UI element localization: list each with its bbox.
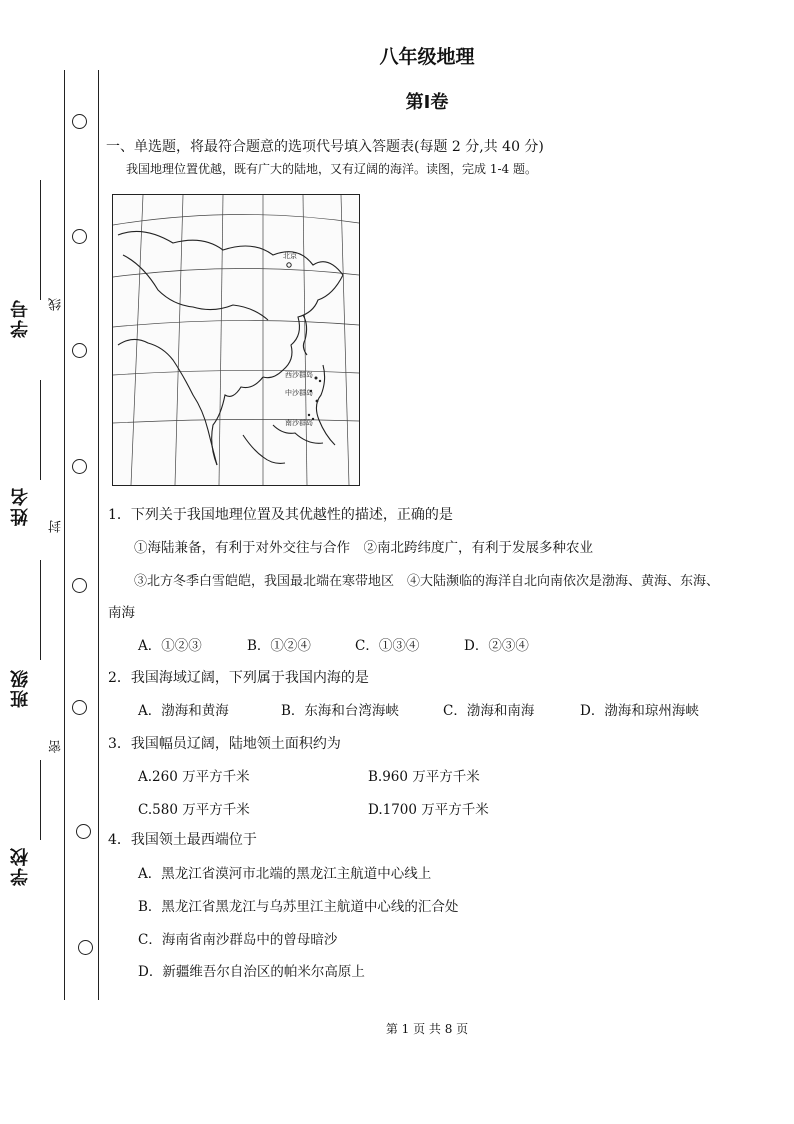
- binding-hole: [72, 229, 87, 244]
- binding-hole: [72, 578, 87, 593]
- question-3-option-a[interactable]: A.260 万平方千米: [138, 769, 250, 785]
- field-underline-student-id: [40, 180, 41, 300]
- question-4-stem: 4．我国领土最西端位于: [108, 832, 257, 848]
- field-label-name: 姓名: [10, 486, 31, 526]
- volume-title: 第Ⅰ卷: [405, 92, 449, 113]
- field-label-school: 学校: [10, 846, 31, 886]
- map-label-beijing: 北京: [283, 252, 297, 260]
- question-1-option-b[interactable]: B．①②④: [247, 638, 311, 654]
- binding-hole: [72, 343, 87, 358]
- field-label-class: 班级: [10, 668, 31, 708]
- question-1-option-d[interactable]: D．②③④: [464, 638, 529, 654]
- exam-title: 八年级地理: [379, 46, 475, 68]
- question-4-option-c[interactable]: C．海南省南沙群岛中的曾母暗沙: [138, 932, 338, 948]
- field-underline-school: [40, 760, 41, 840]
- section-heading: 一、单选题，将最符合题意的选项代号填入答题表(每题 2 分,共 40 分): [106, 139, 544, 155]
- cut-word-secret: 密: [49, 740, 64, 753]
- cut-word-line: 线: [49, 298, 64, 311]
- question-2-stem: 2．我国海域辽阔，下列属于我国内海的是: [108, 670, 369, 686]
- question-1-option-c[interactable]: C．①③④: [355, 638, 420, 654]
- binding-hole: [72, 700, 87, 715]
- binding-hole: [72, 459, 87, 474]
- question-2-option-a[interactable]: A．渤海和黄海: [138, 703, 229, 719]
- question-1-statement: ①海陆兼备，有利于对外交往与合作 ②南北跨纬度广，有利于发展多种农业: [134, 540, 593, 556]
- question-1-option-a[interactable]: A．①②③: [138, 638, 202, 654]
- cut-word-seal: 封: [49, 520, 64, 533]
- map-graphic: [113, 195, 359, 485]
- field-underline-name: [40, 380, 41, 480]
- binding-hole: [76, 824, 91, 839]
- question-4-option-a[interactable]: A．黑龙江省漠河市北端的黑龙江主航道中心线上: [138, 866, 432, 882]
- question-3-option-d[interactable]: D.1700 万平方千米: [368, 802, 489, 818]
- question-1-statement: 南海: [108, 605, 135, 621]
- question-4-option-b[interactable]: B．黑龙江省黑龙江与乌苏里江主航道中心线的汇合处: [138, 899, 459, 915]
- question-2-option-c[interactable]: C．渤海和南海: [443, 703, 535, 719]
- field-underline-class: [40, 560, 41, 660]
- question-3-option-b[interactable]: B.960 万平方千米: [368, 769, 480, 785]
- section-intro: 我国地理位置优越，既有广大的陆地，又有辽阔的海洋。读图，完成 1-4 题。: [126, 162, 537, 176]
- question-3-stem: 3．我国幅员辽阔，陆地领土面积约为: [108, 736, 341, 752]
- field-label-student-id: 学号: [10, 298, 31, 338]
- question-3-option-c[interactable]: C.580 万平方千米: [138, 802, 250, 818]
- binding-hole: [72, 114, 87, 129]
- question-4-option-d[interactable]: D．新疆维吾尔自治区的帕米尔高原上: [138, 964, 365, 980]
- question-2-option-b[interactable]: B．东海和台湾海峡: [281, 703, 399, 719]
- map-label-nansha: 南沙群岛: [285, 419, 313, 427]
- binding-line-left: [64, 70, 65, 1000]
- question-1-stem: 1．下列关于我国地理位置及其优越性的描述，正确的是: [108, 507, 453, 523]
- question-1-statement: ③北方冬季白雪皑皑，我国最北端在寒带地区 ④大陆濒临的海洋自北向南依次是渤海、黄海、东海、: [134, 574, 720, 589]
- question-2-option-d[interactable]: D．渤海和琼州海峡: [580, 703, 699, 719]
- binding-hole: [78, 940, 93, 955]
- page-number: 第 1 页 共 8 页: [385, 1022, 469, 1036]
- binding-line-right: [98, 70, 99, 1000]
- china-map: [112, 194, 360, 486]
- map-label-xisha: 西沙群岛: [285, 371, 313, 379]
- map-label-zhongsha: 中沙群岛: [285, 389, 313, 397]
